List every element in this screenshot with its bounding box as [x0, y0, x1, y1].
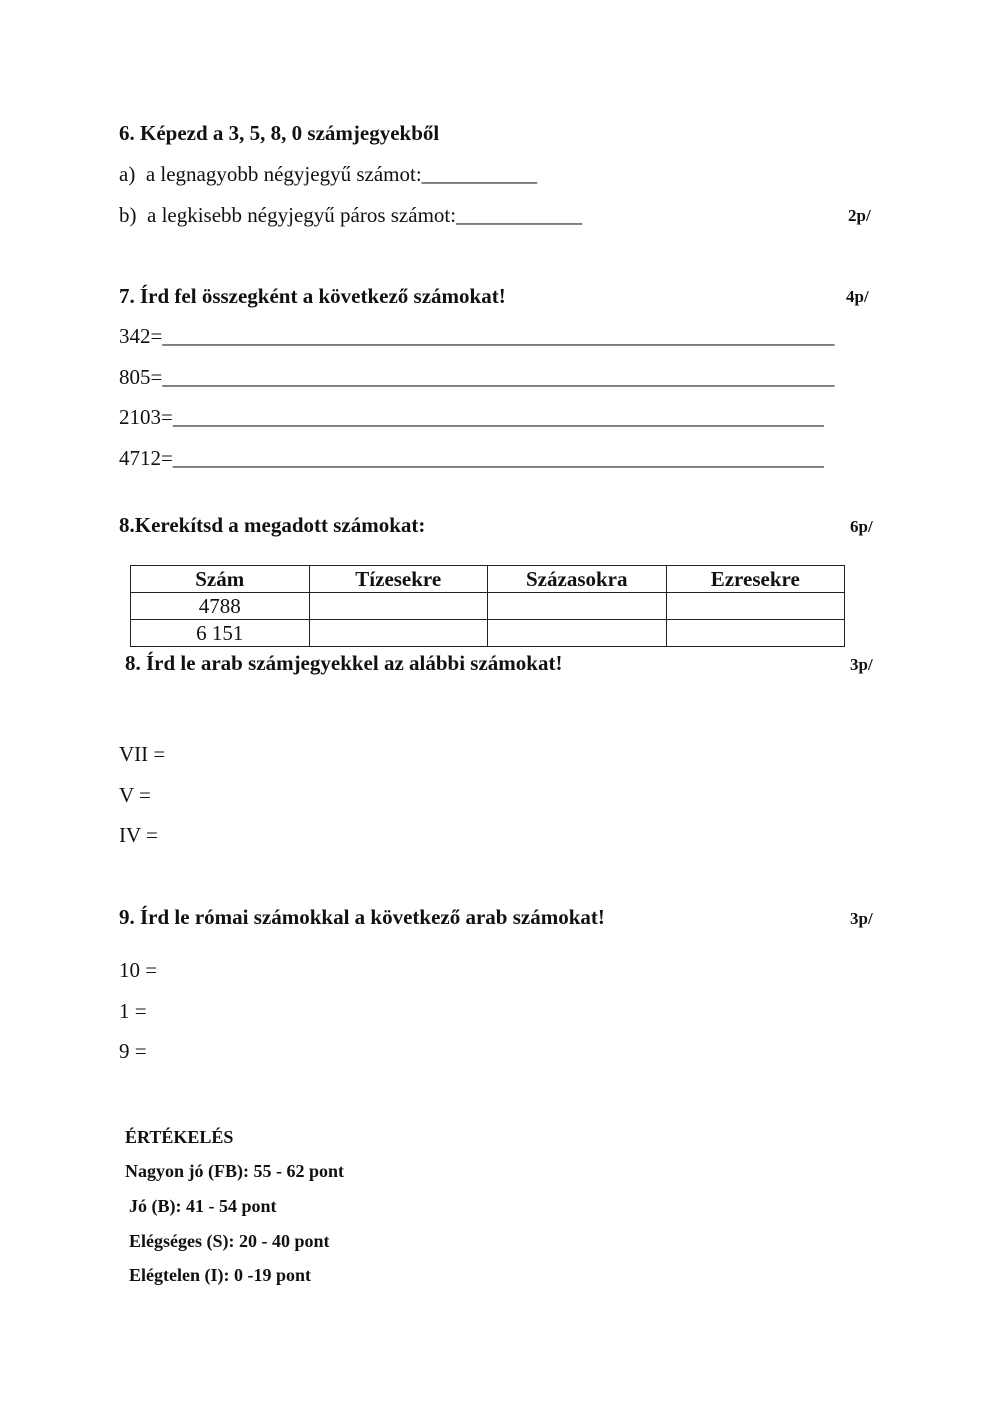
eval-line-s: Elégséges (S): 20 - 40 pont: [129, 1231, 330, 1251]
table-cell-answer[interactable]: [488, 593, 667, 620]
q9-line-1: 1 =: [119, 999, 147, 1023]
table-cell-answer[interactable]: [488, 620, 667, 647]
table-header-cell: Százasokra: [488, 566, 667, 593]
table-cell-answer[interactable]: [309, 620, 488, 647]
q7-points: 4p/: [846, 287, 869, 306]
eval-line-i: Elégtelen (I): 0 -19 pont: [129, 1265, 311, 1285]
q7-line-2103: 2103=______________________________________________________________: [119, 405, 824, 429]
q8-points: 6p/: [850, 517, 873, 536]
rounding-table: [130, 565, 845, 647]
eval-title: ÉRTÉKELÉS: [125, 1127, 234, 1147]
table-cell-number: 4788: [131, 593, 310, 620]
q6-item-a: a) a legnagyobb négyjegyű számot:___________: [119, 162, 538, 186]
q7-line-805: 805=________________________________________________________________: [119, 365, 835, 389]
q7-line-342: 342=________________________________________________________________: [119, 324, 835, 348]
table-cell-answer[interactable]: [666, 593, 845, 620]
q8b-line-v: V =: [119, 783, 151, 807]
q8-title: 8.Kerekítsd a megadott számokat:: [119, 513, 426, 537]
q9-title: 9. Írd le római számokkal a következő arab számokat!: [119, 905, 605, 929]
q9-line-9: 9 =: [119, 1039, 147, 1063]
q6-title: 6. Képezd a 3, 5, 8, 0 számjegyekből: [119, 121, 440, 145]
table-header-cell: Ezresekre: [666, 566, 845, 593]
eval-line-b: Jó (B): 41 - 54 pont: [129, 1196, 277, 1216]
q7-line-4712: 4712=______________________________________________________________: [119, 446, 824, 470]
table-cell-number: 6 151: [131, 620, 310, 647]
q9-points: 3p/: [850, 909, 873, 928]
q9-line-10: 10 =: [119, 958, 158, 982]
table-header-cell: Szám: [131, 566, 310, 593]
table-cell-answer[interactable]: [666, 620, 845, 647]
q6-item-b: b) a legkisebb négyjegyű páros számot:____________: [119, 203, 583, 227]
q6-points: 2p/: [848, 206, 871, 225]
table-row: [131, 620, 845, 647]
q8b-line-vii: VII =: [119, 742, 166, 766]
q7-title: 7. Írd fel összegként a következő számokat!: [119, 284, 506, 308]
table-row: [131, 593, 845, 620]
eval-line-fb: Nagyon jó (FB): 55 - 62 pont: [125, 1161, 344, 1181]
table-header-cell: Tízesekre: [309, 566, 488, 593]
table-cell-answer[interactable]: [309, 593, 488, 620]
q8b-points: 3p/: [850, 655, 873, 674]
table-header-row: [131, 566, 845, 593]
q8b-line-iv: IV =: [119, 823, 158, 847]
q8b-title: 8. Írd le arab számjegyekkel az alábbi számokat!: [125, 651, 563, 675]
